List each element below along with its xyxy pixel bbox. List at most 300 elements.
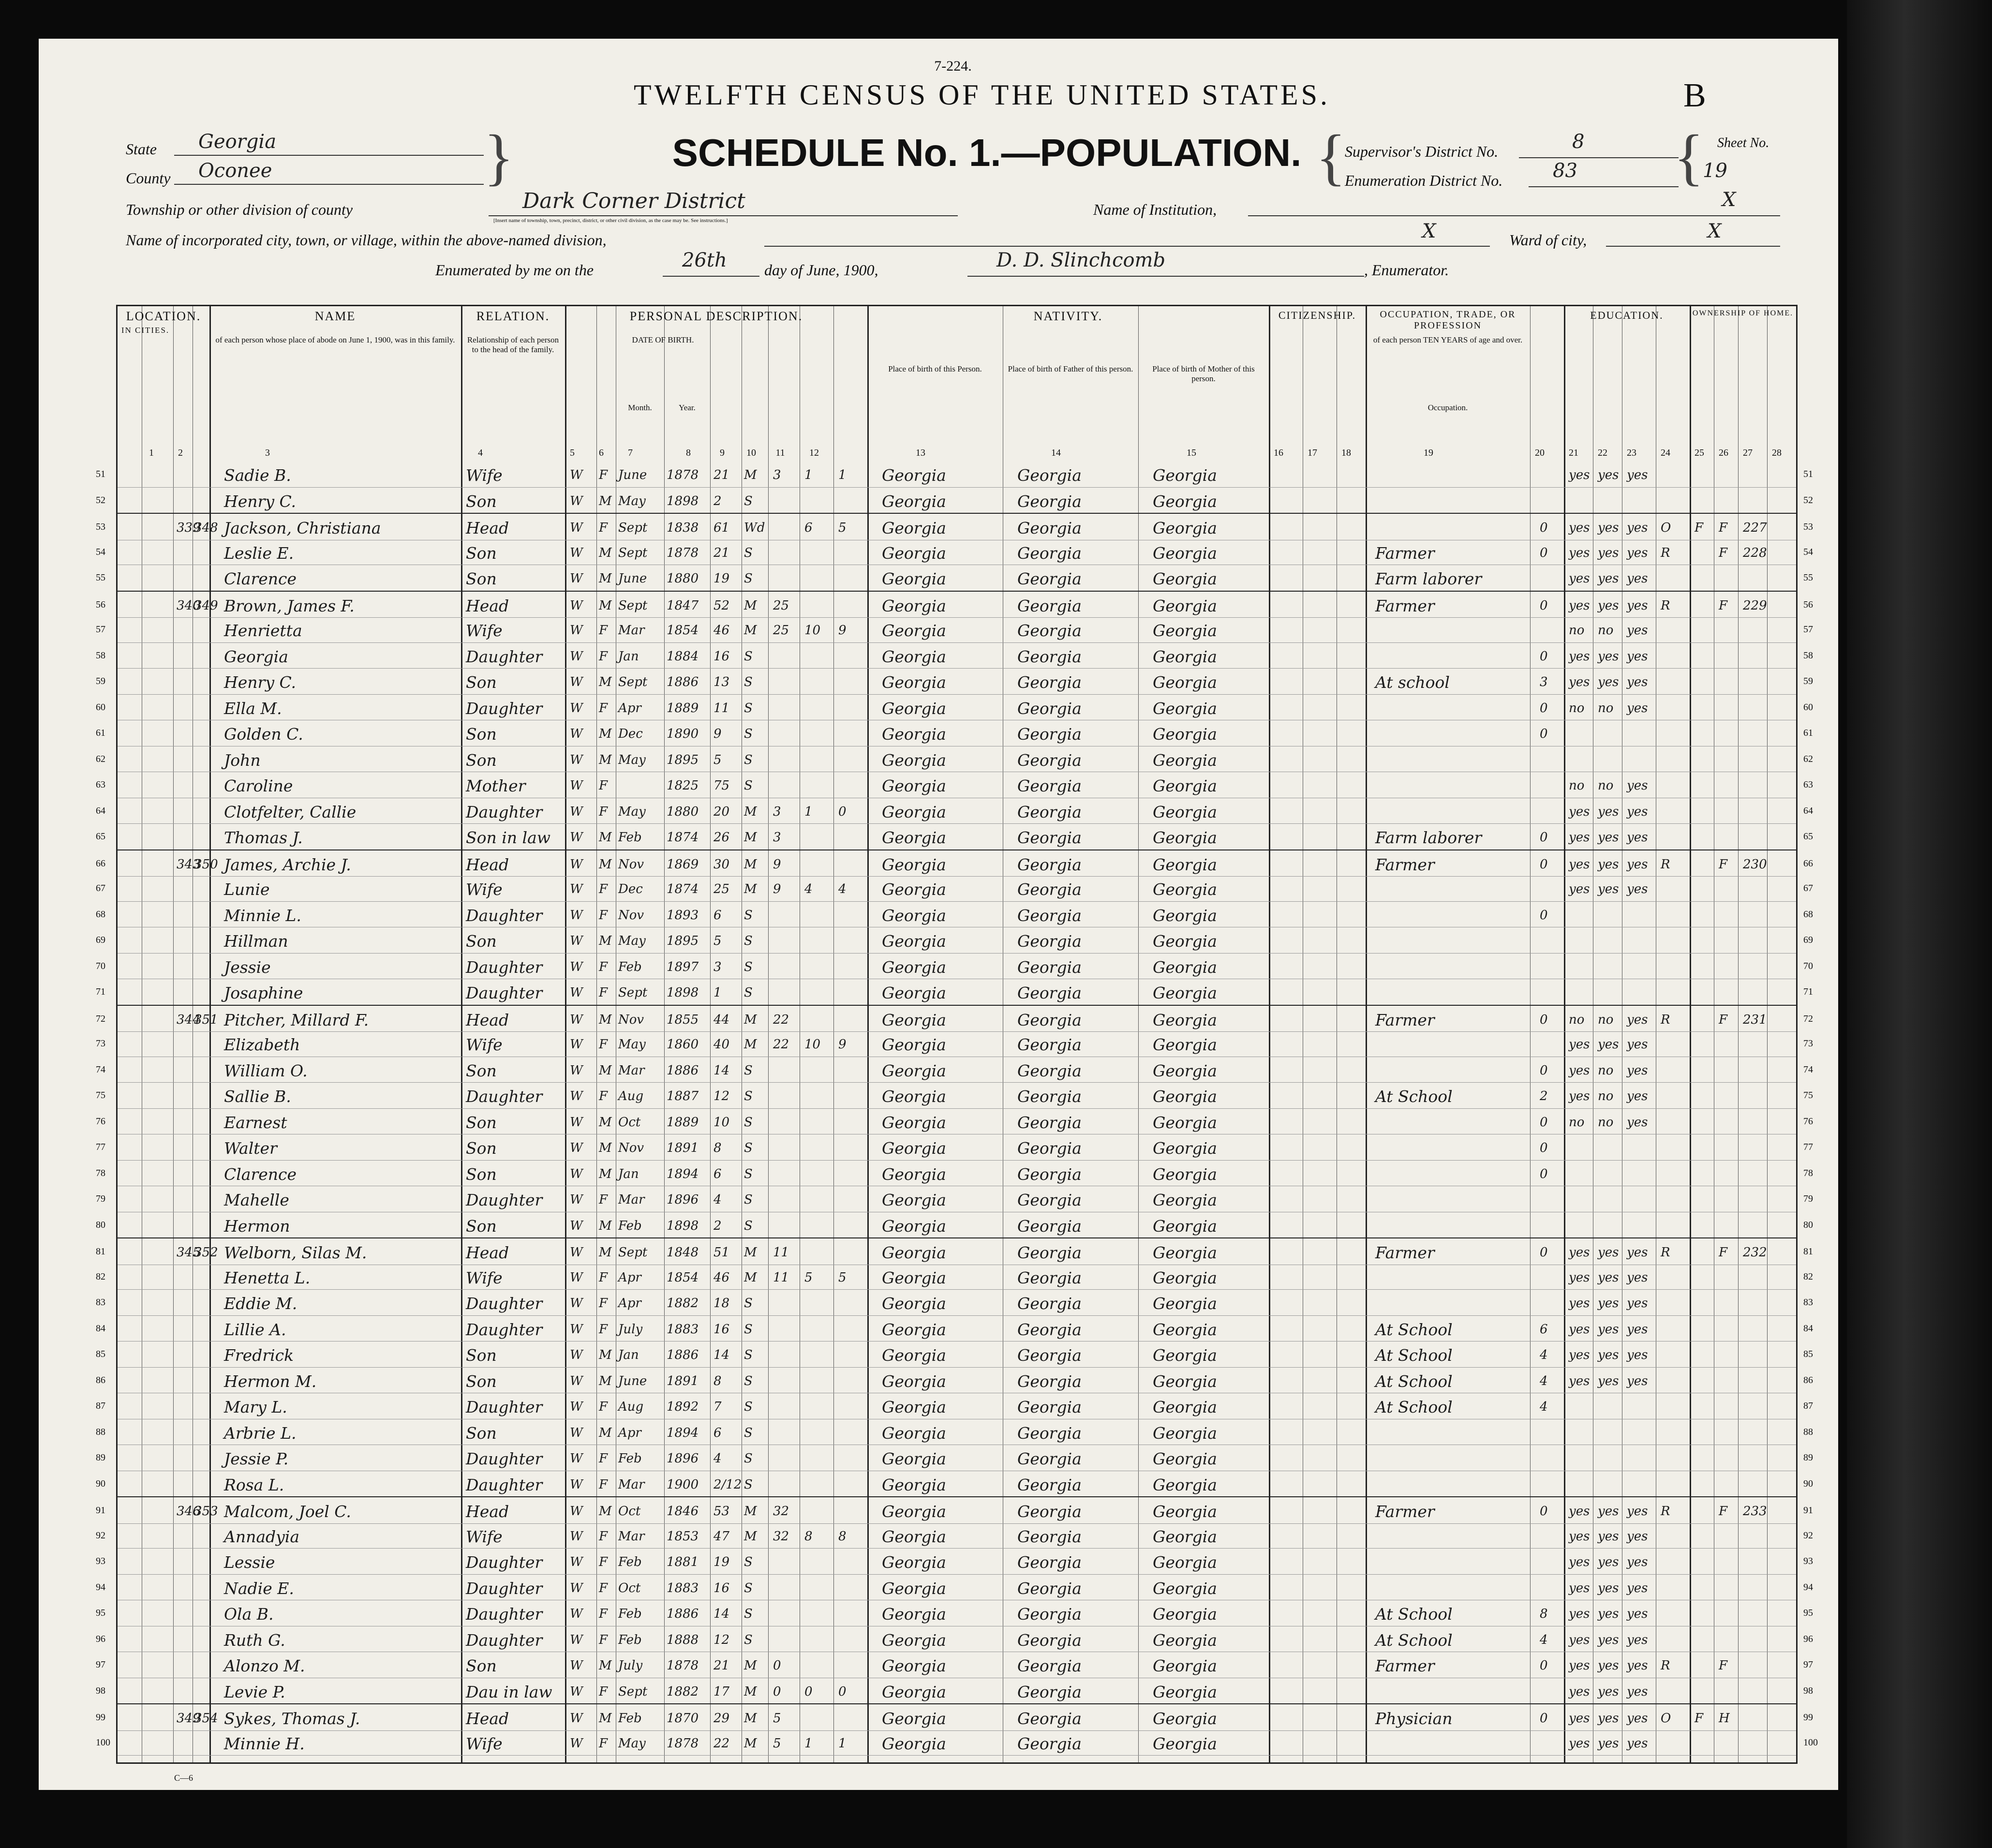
- cell-pm: Georgia: [1153, 647, 1217, 666]
- supervisor-value: 8: [1572, 131, 1585, 153]
- institution-label: Name of Institution,: [1093, 201, 1217, 218]
- cell-age: 3: [714, 959, 722, 974]
- cell-pm: Georgia: [1153, 1191, 1217, 1209]
- cell-month: Sept: [618, 545, 648, 560]
- cell-pb: Georgia: [882, 621, 946, 640]
- cell-year: 1870: [667, 1711, 699, 1726]
- cell-pm: Georgia: [1153, 1371, 1217, 1391]
- cell-pf: Georgia: [1017, 1346, 1082, 1365]
- column-number: 26: [1719, 447, 1728, 458]
- cell-rel: Son: [466, 673, 497, 692]
- cell-year: 1825: [667, 778, 699, 793]
- line-number: 83: [96, 1297, 105, 1308]
- cell-write: no: [1598, 623, 1614, 638]
- cell-sex: M: [599, 598, 612, 613]
- line-number-right: 97: [1803, 1659, 1813, 1670]
- cell-year: 1889: [667, 1115, 699, 1130]
- institution-underline: [1248, 215, 1780, 216]
- cell-marital: S: [744, 675, 753, 689]
- cell-pb: Georgia: [882, 699, 946, 718]
- cell-rel: Son: [466, 750, 497, 770]
- cell-pm: Georgia: [1153, 1243, 1217, 1262]
- line-number: 100: [96, 1737, 110, 1748]
- cell-sex: F: [599, 521, 608, 535]
- cell-pf: Georgia: [1017, 1475, 1082, 1494]
- cell-yrs: 9: [773, 857, 781, 872]
- table-row: [96, 642, 1813, 669]
- cell-month: Oct: [618, 1504, 641, 1519]
- cell-yrs: 0: [773, 1658, 781, 1673]
- cell-marital: S: [744, 700, 753, 715]
- line-number-right: 53: [1803, 522, 1813, 532]
- cell-pm: Georgia: [1153, 621, 1217, 640]
- cell-mon: 4: [1540, 1400, 1548, 1414]
- cell-pb: Georgia: [882, 1164, 946, 1184]
- cell-rel: Wife: [466, 1527, 503, 1546]
- cell-yrs: 9: [773, 882, 781, 896]
- line-number-right: 91: [1803, 1505, 1813, 1516]
- cell-farm: F: [1719, 1245, 1728, 1260]
- cell-month: June: [618, 468, 647, 482]
- cell-age: 2/12: [714, 1477, 742, 1492]
- cell-sched: 227: [1743, 521, 1767, 535]
- cell-write: yes: [1598, 1348, 1619, 1362]
- cell-rel: Daughter: [466, 1605, 543, 1624]
- cell-marital: S: [744, 1115, 753, 1130]
- cell-pm: Georgia: [1153, 1605, 1217, 1624]
- cell-year: 1882: [667, 1296, 699, 1311]
- cell-mon: 0: [1540, 1012, 1548, 1027]
- cell-read: yes: [1569, 1684, 1590, 1699]
- cell-color: W: [570, 1504, 583, 1519]
- cell-living: 4: [838, 882, 847, 896]
- cell-month: Nov: [618, 1141, 644, 1155]
- cell-pb: Georgia: [882, 1527, 946, 1546]
- cell-occ: Farmer: [1375, 1656, 1435, 1675]
- cell-month: Jan: [618, 649, 639, 664]
- cell-pb: Georgia: [882, 776, 946, 795]
- cell-marital: S: [744, 908, 753, 923]
- cell-month: Feb: [618, 1711, 642, 1726]
- cell-year: 1855: [667, 1012, 699, 1027]
- cell-year: 1886: [667, 675, 699, 689]
- group-personal: PERSONAL DESCRIPTION.: [629, 309, 803, 323]
- cell-read: yes: [1569, 1245, 1590, 1260]
- cell-year: 1887: [667, 1089, 699, 1103]
- cell-color: W: [570, 1736, 583, 1751]
- cell-month: Sept: [618, 985, 648, 1000]
- cell-color: W: [570, 1245, 583, 1260]
- cell-rel: Daughter: [466, 1553, 543, 1572]
- cell-name: Mary L.: [224, 1398, 287, 1416]
- cell-eng: yes: [1627, 545, 1648, 560]
- cell-pb: Georgia: [882, 1087, 946, 1106]
- cell-year: 1895: [667, 934, 699, 948]
- cell-own: R: [1661, 1245, 1670, 1260]
- line-number-right: 85: [1803, 1349, 1813, 1359]
- cell-sex: F: [599, 1037, 608, 1052]
- cell-pb: Georgia: [882, 1139, 946, 1158]
- column-number: 1: [149, 447, 154, 458]
- cell-color: W: [570, 1555, 583, 1569]
- cell-read: yes: [1569, 675, 1590, 689]
- cell-color: W: [570, 752, 583, 767]
- state-underline: [174, 155, 484, 156]
- cell-born: 0: [804, 1684, 813, 1699]
- line-number: 65: [96, 831, 105, 842]
- cell-occ: Farmer: [1375, 855, 1435, 874]
- cell-dw: 343: [177, 857, 201, 872]
- column-number: 27: [1743, 447, 1753, 458]
- cell-pf: Georgia: [1017, 984, 1082, 1002]
- cell-pb: Georgia: [882, 1398, 946, 1416]
- cell-marital: S: [744, 1607, 753, 1621]
- cell-year: 1900: [667, 1477, 699, 1492]
- cell-yrs: 11: [773, 1270, 789, 1285]
- cell-living: 8: [838, 1529, 847, 1544]
- line-number: 87: [96, 1401, 105, 1411]
- cell-name: Clotfelter, Callie: [224, 802, 357, 821]
- cell-age: 1: [714, 985, 722, 1000]
- cell-rel: Daughter: [466, 1294, 543, 1313]
- cell-farm: F: [1719, 1658, 1728, 1673]
- cell-sex: F: [599, 623, 608, 638]
- cell-age: 8: [714, 1141, 722, 1155]
- cell-mon: 0: [1540, 649, 1548, 664]
- cell-pm: Georgia: [1153, 699, 1217, 718]
- line-number-right: 84: [1803, 1323, 1813, 1334]
- cell-month: May: [618, 804, 646, 819]
- cell-pb: Georgia: [882, 984, 946, 1002]
- cell-age: 10: [714, 1115, 730, 1130]
- cell-sex: M: [599, 675, 612, 689]
- cell-year: 1880: [667, 804, 699, 819]
- cell-marital: S: [744, 571, 753, 586]
- cell-rel: Dau in law: [466, 1682, 552, 1701]
- cell-month: Feb: [618, 1555, 642, 1569]
- table-row: [96, 1186, 1813, 1212]
- cell-occ: Farmer: [1375, 1010, 1435, 1029]
- cell-name: Fredrick: [224, 1346, 294, 1365]
- cell-write: yes: [1598, 1504, 1619, 1519]
- footer-code: C—6: [174, 1773, 193, 1783]
- cell-pm: Georgia: [1153, 1061, 1217, 1080]
- cell-fam: 349: [194, 598, 218, 613]
- head-birth-mother: Place of birth of Mother of this person.: [1152, 364, 1255, 383]
- cell-own: O: [1661, 1711, 1671, 1726]
- cell-read: yes: [1569, 1580, 1590, 1595]
- cell-eng: yes: [1627, 1012, 1648, 1027]
- line-number-right: 72: [1803, 1013, 1813, 1024]
- cell-marital: M: [744, 598, 757, 613]
- table-row: [96, 953, 1813, 980]
- cell-pb: Georgia: [882, 802, 946, 821]
- cell-sex: F: [599, 1270, 608, 1285]
- cell-mon: 4: [1540, 1632, 1548, 1647]
- cell-mon: 0: [1540, 908, 1548, 923]
- cell-pm: Georgia: [1153, 855, 1217, 874]
- cell-year: 1874: [667, 830, 699, 845]
- cell-color: W: [570, 934, 583, 948]
- cell-write: yes: [1598, 1270, 1619, 1285]
- cell-marital: S: [744, 752, 753, 767]
- cell-rel: Daughter: [466, 1579, 543, 1598]
- cell-occ: At School: [1375, 1346, 1453, 1365]
- cell-read: yes: [1569, 468, 1590, 482]
- line-number: 69: [96, 935, 105, 945]
- cell-mon: 4: [1540, 1373, 1548, 1388]
- cell-color: W: [570, 1632, 583, 1647]
- group-name: NAME: [314, 309, 356, 323]
- cell-pf: Georgia: [1017, 725, 1082, 744]
- line-number: 84: [96, 1323, 105, 1334]
- cell-age: 46: [714, 1270, 730, 1285]
- cell-pm: Georgia: [1153, 1216, 1217, 1236]
- cell-year: 1838: [667, 521, 699, 535]
- cell-write: no: [1598, 1089, 1614, 1103]
- cell-mon: 0: [1540, 521, 1548, 535]
- cell-pf: Georgia: [1017, 1113, 1082, 1132]
- cell-sex: F: [599, 649, 608, 664]
- cell-age: 44: [714, 1012, 730, 1027]
- cell-write: yes: [1598, 1296, 1619, 1311]
- enumerated-mid: day of June, 1900,: [764, 261, 878, 279]
- cell-eng: yes: [1627, 649, 1648, 664]
- cell-pm: Georgia: [1153, 1709, 1217, 1728]
- cell-sched: 229: [1743, 598, 1767, 613]
- line-number: 80: [96, 1219, 105, 1230]
- cell-occ: At School: [1375, 1605, 1453, 1624]
- township-underline: [489, 215, 958, 216]
- cell-write: yes: [1598, 1607, 1619, 1621]
- cell-age: 61: [714, 521, 730, 535]
- cell-pm: Georgia: [1153, 880, 1217, 899]
- line-number: 81: [96, 1246, 105, 1257]
- table-row: [96, 875, 1813, 902]
- line-number-right: 78: [1803, 1167, 1813, 1178]
- cell-pm: Georgia: [1153, 1398, 1217, 1416]
- table-row: [96, 1652, 1813, 1678]
- cell-rel: Wife: [466, 1035, 503, 1054]
- column-number: 8: [686, 447, 691, 458]
- line-number-right: 99: [1803, 1712, 1813, 1723]
- cell-color: W: [570, 1012, 583, 1027]
- cell-write: yes: [1598, 1373, 1619, 1388]
- cell-name: Alonzo M.: [224, 1656, 305, 1675]
- cell-read: yes: [1569, 1037, 1590, 1052]
- cell-age: 29: [714, 1711, 730, 1726]
- cell-sex: F: [599, 959, 608, 974]
- cell-marital: S: [744, 1580, 753, 1595]
- cell-born: 5: [804, 1270, 813, 1285]
- cell-fam: 353: [194, 1504, 218, 1519]
- cell-rel: Head: [466, 1243, 509, 1262]
- table-row: [96, 1703, 1813, 1731]
- cell-mon: 0: [1540, 700, 1548, 715]
- cell-write: yes: [1598, 882, 1619, 896]
- column-number: 7: [628, 447, 633, 458]
- cell-marital: M: [744, 804, 757, 819]
- cell-read: yes: [1569, 1089, 1590, 1103]
- cell-rel: Wife: [466, 1734, 503, 1753]
- cell-sex: F: [599, 1192, 608, 1207]
- cell-mon: 0: [1540, 830, 1548, 845]
- cell-read: yes: [1569, 1607, 1590, 1621]
- cell-month: Apr: [618, 1425, 641, 1440]
- cell-living: 0: [838, 804, 847, 819]
- cell-sex: F: [599, 1580, 608, 1595]
- cell-month: May: [618, 752, 646, 767]
- cell-year: 1854: [667, 623, 699, 638]
- cell-month: Feb: [618, 1218, 642, 1233]
- cell-mon: 0: [1540, 1504, 1548, 1519]
- cell-write: yes: [1598, 675, 1619, 689]
- enumeration-underline: [1529, 186, 1679, 187]
- cell-age: 17: [714, 1684, 730, 1699]
- cell-mon: 0: [1540, 1115, 1548, 1130]
- table-row: [96, 461, 1813, 488]
- column-number: 18: [1341, 447, 1351, 458]
- cell-year: 1893: [667, 908, 699, 923]
- table-row: [96, 1393, 1813, 1419]
- cell-pb: Georgia: [882, 1113, 946, 1132]
- cell-read: yes: [1569, 830, 1590, 845]
- cell-name: Josaphine: [224, 984, 303, 1002]
- cell-color: W: [570, 1711, 583, 1726]
- cell-marital: S: [744, 1166, 753, 1181]
- cell-rel: Son in law: [466, 828, 550, 847]
- line-number-right: 57: [1803, 624, 1813, 635]
- cell-color: W: [570, 1218, 583, 1233]
- line-number-right: 62: [1803, 753, 1813, 764]
- cell-mon: 0: [1540, 1166, 1548, 1181]
- cell-pm: Georgia: [1153, 1164, 1217, 1184]
- cell-occ: At School: [1375, 1371, 1453, 1391]
- cell-marital: S: [744, 545, 753, 560]
- line-number-right: 79: [1803, 1193, 1813, 1204]
- cell-month: Mar: [618, 1063, 645, 1078]
- cell-mon: 0: [1540, 545, 1548, 560]
- group-ownership: OWNERSHIP OF HOME.: [1692, 309, 1794, 317]
- table-row: [96, 720, 1813, 746]
- cell-marital: M: [744, 1711, 757, 1726]
- cell-pf: Georgia: [1017, 1682, 1082, 1701]
- cell-eng: yes: [1627, 675, 1648, 689]
- cell-pb: Georgia: [882, 1346, 946, 1365]
- cell-write: yes: [1598, 1711, 1619, 1726]
- cell-marital: M: [744, 882, 757, 896]
- cell-sex: F: [599, 1089, 608, 1103]
- cell-pb: Georgia: [882, 957, 946, 977]
- cell-pb: Georgia: [882, 1475, 946, 1494]
- cell-pf: Georgia: [1017, 569, 1082, 588]
- line-number-right: 51: [1803, 469, 1813, 479]
- cell-marital: M: [744, 1012, 757, 1027]
- cell-sex: M: [599, 1348, 612, 1362]
- cell-rel: Son: [466, 1164, 497, 1184]
- cell-eng: yes: [1627, 1296, 1648, 1311]
- cell-yrs: 3: [773, 804, 781, 819]
- column-number: 12: [809, 447, 819, 458]
- cell-pb: Georgia: [882, 1294, 946, 1313]
- cell-sex: F: [599, 468, 608, 482]
- line-number-right: 58: [1803, 650, 1813, 661]
- line-number: 96: [96, 1633, 105, 1644]
- line-number: 66: [96, 858, 105, 869]
- line-number-right: 60: [1803, 701, 1813, 713]
- township-label: Township or other division of county: [126, 201, 353, 218]
- cell-month: Sept: [618, 521, 648, 535]
- cell-pm: Georgia: [1153, 725, 1217, 744]
- cell-rel: Son: [466, 1423, 497, 1443]
- cell-pf: Georgia: [1017, 1268, 1082, 1287]
- cell-sex: F: [599, 700, 608, 715]
- cell-pm: Georgia: [1153, 1630, 1217, 1650]
- line-number: 98: [96, 1685, 105, 1696]
- cell-age: 14: [714, 1607, 730, 1621]
- table-row: [96, 1729, 1818, 1756]
- state-value: Georgia: [198, 131, 277, 153]
- cell-rel: Son: [466, 1216, 497, 1236]
- cell-sex: F: [599, 804, 608, 819]
- cell-marital: Wd: [744, 521, 765, 535]
- sheet-label: Sheet No.: [1717, 135, 1769, 150]
- cell-eng: yes: [1627, 1245, 1648, 1260]
- cell-pf: Georgia: [1017, 1449, 1082, 1468]
- line-number-right: 63: [1803, 779, 1813, 790]
- line-number: 68: [96, 909, 105, 920]
- column-number: 14: [1051, 447, 1061, 458]
- ward-underline: [1606, 246, 1780, 247]
- cell-pf: Georgia: [1017, 1294, 1082, 1313]
- cell-write: no: [1598, 700, 1614, 715]
- cell-rel: Mother: [466, 776, 526, 795]
- cell-read: no: [1569, 700, 1585, 715]
- table-row: [96, 1574, 1813, 1601]
- cell-rel: Daughter: [466, 984, 543, 1002]
- cell-pf: Georgia: [1017, 1243, 1082, 1262]
- table-row: [96, 513, 1813, 540]
- line-number-right: 71: [1803, 986, 1813, 997]
- cell-pb: Georgia: [882, 1243, 946, 1262]
- cell-eng: yes: [1627, 521, 1648, 535]
- cell-age: 5: [714, 934, 722, 948]
- cell-pm: Georgia: [1153, 802, 1217, 821]
- cell-rel: Son: [466, 1061, 497, 1080]
- line-number-right: 100: [1803, 1737, 1818, 1748]
- county-value: Oconee: [198, 160, 272, 182]
- cell-pf: Georgia: [1017, 1061, 1082, 1080]
- cell-rel: Wife: [466, 621, 503, 640]
- cell-pf: Georgia: [1017, 1216, 1082, 1236]
- cell-color: W: [570, 598, 583, 613]
- cell-pf: Georgia: [1017, 647, 1082, 666]
- cell-sched: 230: [1743, 857, 1767, 872]
- cell-farm: F: [1719, 1012, 1728, 1027]
- cell-year: 1886: [667, 1348, 699, 1362]
- city-underline: [764, 246, 1490, 247]
- cell-pf: Georgia: [1017, 699, 1082, 718]
- cell-month: Aug: [618, 1400, 644, 1414]
- cell-living: 1: [838, 1736, 847, 1751]
- cell-month: Mar: [618, 1477, 645, 1492]
- cell-pm: Georgia: [1153, 828, 1217, 847]
- cell-pb: Georgia: [882, 1709, 946, 1728]
- head-name-desc: of each person whose place of abode on June 1, 1900, was in this family.: [215, 335, 455, 344]
- cell-color: W: [570, 700, 583, 715]
- cell-name: Ola B.: [224, 1605, 274, 1624]
- cell-write: no: [1598, 1012, 1614, 1027]
